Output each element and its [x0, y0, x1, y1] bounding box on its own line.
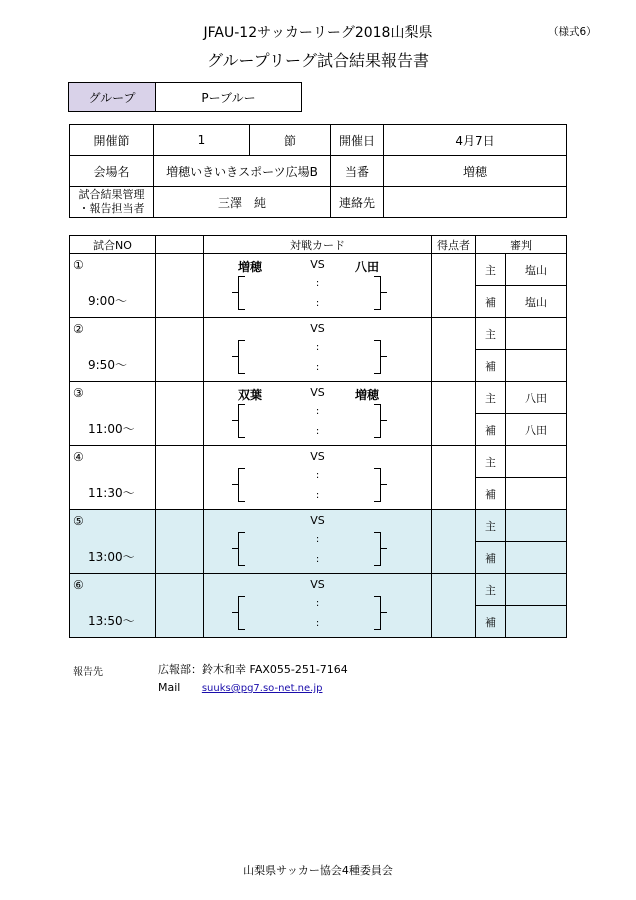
match-blank-cell: [156, 446, 204, 510]
header-match-no: 試合NO: [70, 236, 156, 254]
score-first-half[interactable]: :: [315, 342, 320, 353]
main-ref-label: 主: [476, 574, 506, 606]
vs-label: VS: [310, 514, 325, 527]
left-bracket-tick-icon: [232, 548, 238, 549]
group-label: グループ: [69, 83, 156, 111]
vs-label: VS: [310, 450, 325, 463]
main-ref-value[interactable]: 八田: [506, 382, 567, 414]
match-row: [70, 382, 567, 414]
match-card: [204, 574, 432, 638]
scorer-cell[interactable]: [432, 510, 476, 574]
score-second-half[interactable]: :: [315, 362, 320, 373]
match-time: 9:00～: [88, 294, 127, 308]
away-team[interactable]: 八田: [354, 260, 379, 274]
right-bracket-icon: [374, 468, 381, 502]
group-box: [68, 82, 302, 112]
scorer-cell[interactable]: [432, 254, 476, 318]
main-ref-label: 主: [476, 254, 506, 286]
match-no-cell: [70, 574, 156, 638]
main-ref-value[interactable]: [506, 510, 567, 542]
left-bracket-icon: [238, 340, 245, 374]
main-ref-value[interactable]: [506, 574, 567, 606]
right-bracket-icon: [374, 404, 381, 438]
match-number: ③: [73, 386, 84, 400]
manager-label: [70, 187, 154, 218]
header-referee: 審判: [476, 236, 567, 254]
contact-label: 連絡先: [331, 187, 384, 218]
score-first-half[interactable]: :: [315, 534, 320, 545]
assist-ref-label: 補: [476, 606, 506, 638]
score-first-half[interactable]: :: [315, 278, 320, 289]
away-team[interactable]: 増穂: [354, 388, 379, 402]
footer-org: 山梨県サッカー協会4種委員会: [243, 864, 393, 877]
venue-label: 会場名: [70, 156, 154, 187]
form-number: （様式6）: [548, 26, 597, 38]
match-number: ⑤: [73, 514, 84, 528]
match-card: [204, 254, 432, 318]
report-label: 報告先: [73, 667, 103, 678]
vs-label: VS: [310, 258, 325, 271]
document-title: JFAU-12サッカーリーグ2018山梨県: [203, 25, 433, 41]
left-bracket-icon: [238, 276, 245, 310]
report-contact: 広報部：鈴木和幸 FAX055-251-7164: [158, 663, 348, 676]
home-team[interactable]: 増穂: [238, 260, 263, 274]
match-number: ①: [73, 258, 84, 272]
score-second-half[interactable]: :: [315, 618, 320, 629]
scorer-cell[interactable]: [432, 318, 476, 382]
assist-ref-value[interactable]: [506, 606, 567, 638]
left-bracket-tick-icon: [232, 356, 238, 357]
match-card: [204, 446, 432, 510]
left-bracket-icon: [238, 404, 245, 438]
info-table: [69, 124, 567, 218]
mail-label: Mail: [158, 681, 181, 694]
right-bracket-icon: [374, 532, 381, 566]
right-bracket-tick-icon: [381, 420, 387, 421]
right-bracket-icon: [374, 596, 381, 630]
left-bracket-icon: [238, 468, 245, 502]
assist-ref-value[interactable]: [506, 542, 567, 574]
match-row: [70, 254, 567, 286]
manager-label-line1: 試合結果管理: [78, 188, 145, 201]
match-number: ②: [73, 322, 84, 336]
match-time: 13:50～: [88, 614, 135, 628]
group-value[interactable]: Pーブルー: [201, 90, 256, 105]
score-second-half[interactable]: :: [315, 426, 320, 437]
left-bracket-tick-icon: [232, 420, 238, 421]
venue-value[interactable]: 増穂いきいきスポーツ広場B: [154, 156, 331, 187]
vs-label: VS: [310, 322, 325, 335]
assist-ref-value[interactable]: [506, 350, 567, 382]
date-label: 開催日: [331, 125, 384, 156]
vs-label: VS: [310, 578, 325, 591]
match-card: [204, 318, 432, 382]
scorer-cell[interactable]: [432, 446, 476, 510]
duty-value[interactable]: 増穂: [384, 156, 567, 187]
match-row: [70, 446, 567, 478]
contact-value[interactable]: [384, 187, 567, 218]
assist-ref-label: 補: [476, 350, 506, 382]
header-card: 対戦カード: [204, 236, 432, 254]
right-bracket-tick-icon: [381, 612, 387, 613]
vs-label: VS: [310, 386, 325, 399]
manager-value[interactable]: 三澤 純: [154, 187, 331, 218]
left-bracket-icon: [238, 532, 245, 566]
main-ref-label: 主: [476, 446, 506, 478]
match-no-cell: [70, 382, 156, 446]
header-blank: [156, 236, 204, 254]
session-value[interactable]: 1: [154, 125, 250, 156]
main-ref-label: 主: [476, 318, 506, 350]
document-subtitle: グループリーグ試合結果報告書: [206, 51, 430, 70]
match-time: 11:30～: [88, 486, 135, 500]
match-card: [204, 510, 432, 574]
score-first-half[interactable]: :: [315, 598, 320, 609]
right-bracket-icon: [374, 276, 381, 310]
score-second-half[interactable]: :: [315, 490, 320, 501]
score-second-half[interactable]: :: [315, 554, 320, 565]
right-bracket-tick-icon: [381, 548, 387, 549]
main-ref-label: 主: [476, 510, 506, 542]
match-card: [204, 382, 432, 446]
match-no-cell: [70, 446, 156, 510]
main-ref-value[interactable]: [506, 318, 567, 350]
main-ref-value[interactable]: [506, 446, 567, 478]
left-bracket-tick-icon: [232, 484, 238, 485]
right-bracket-tick-icon: [381, 292, 387, 293]
session-label: 開催節: [70, 125, 154, 156]
match-time: 13:00～: [88, 550, 135, 564]
scorer-cell[interactable]: [432, 574, 476, 638]
match-time: 11:00～: [88, 422, 135, 436]
scorer-cell[interactable]: [432, 382, 476, 446]
score-second-half[interactable]: :: [315, 298, 320, 309]
match-blank-cell: [156, 254, 204, 318]
home-team[interactable]: 双葉: [238, 388, 263, 402]
match-blank-cell: [156, 510, 204, 574]
main-ref-label: 主: [476, 382, 506, 414]
assist-ref-label: 補: [476, 286, 506, 318]
header-scorer: 得点者: [432, 236, 476, 254]
manager-label-line2: ・報告担当者: [78, 202, 145, 215]
match-time: 9:50～: [88, 358, 127, 372]
assist-ref-label: 補: [476, 414, 506, 446]
assist-ref-value[interactable]: [506, 478, 567, 510]
duty-label: 当番: [331, 156, 384, 187]
assist-ref-value[interactable]: 八田: [506, 414, 567, 446]
match-row: [70, 510, 567, 542]
left-bracket-icon: [238, 596, 245, 630]
main-ref-value[interactable]: 塩山: [506, 254, 567, 286]
match-row: [70, 318, 567, 350]
score-first-half[interactable]: :: [315, 470, 320, 481]
match-row: [70, 574, 567, 606]
right-bracket-tick-icon: [381, 484, 387, 485]
match-no-cell: [70, 510, 156, 574]
left-bracket-tick-icon: [232, 292, 238, 293]
match-no-cell: [70, 254, 156, 318]
assist-ref-label: 補: [476, 542, 506, 574]
assist-ref-label: 補: [476, 478, 506, 510]
score-first-half[interactable]: :: [315, 406, 320, 417]
match-table: [69, 235, 567, 638]
match-number: ④: [73, 450, 84, 464]
assist-ref-value[interactable]: 塩山: [506, 286, 567, 318]
mail-link[interactable]: suuks@pg7.so-net.ne.jp: [201, 683, 323, 694]
right-bracket-icon: [374, 340, 381, 374]
match-number: ⑥: [73, 578, 84, 592]
match-blank-cell: [156, 574, 204, 638]
left-bracket-tick-icon: [232, 612, 238, 613]
session-unit: 節: [250, 125, 331, 156]
match-no-cell: [70, 318, 156, 382]
match-blank-cell: [156, 318, 204, 382]
date-value[interactable]: 4月7日: [384, 125, 567, 156]
right-bracket-tick-icon: [381, 356, 387, 357]
report-mail: [158, 681, 322, 694]
match-blank-cell: [156, 382, 204, 446]
